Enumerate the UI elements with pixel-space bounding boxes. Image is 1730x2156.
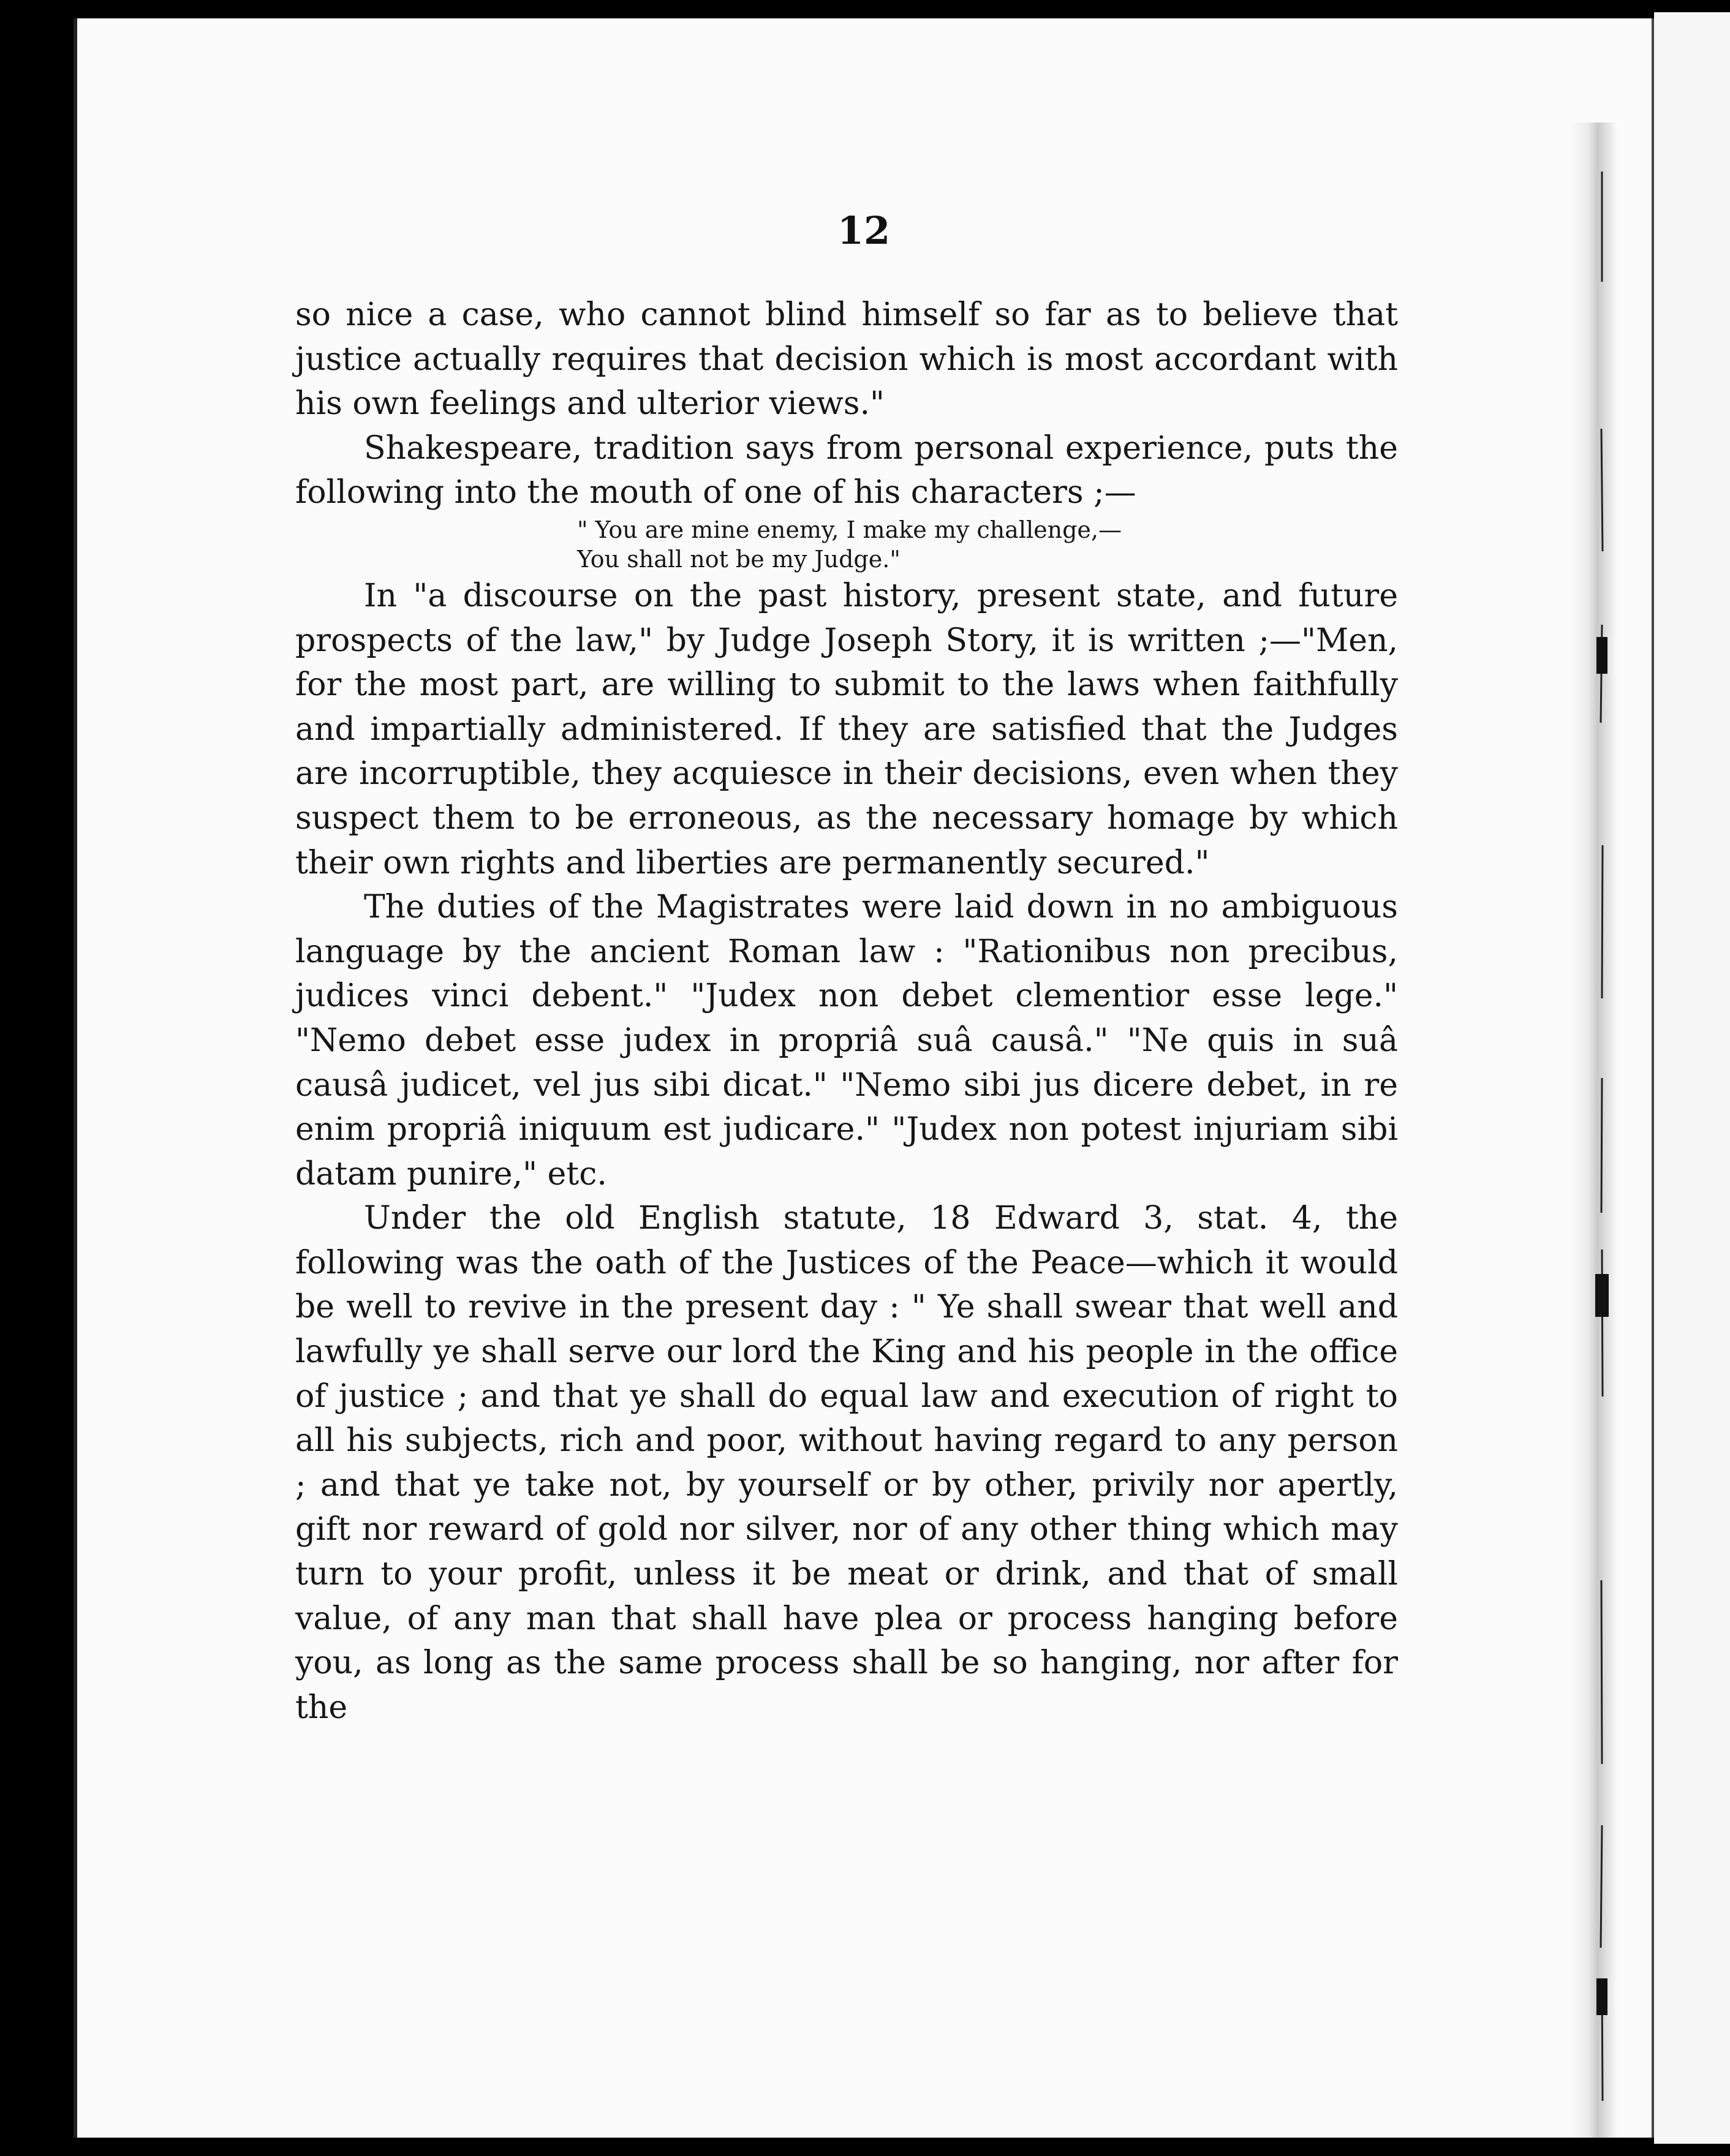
quote-line: " You are mine enemy, I make my challenge,— — [577, 516, 1122, 543]
paragraph-story: In "a discourse on the past history, present state, and future prospects of the law," by Judge Joseph Story, it is written ;—"Men, for the most part, are willing to submit to the laws when faithfully and impartially administered. If they are satisfied that the Judges are incorruptible, they acquiesce in their decisions, even when they suspect them to be erroneous, as the necessary homage by which their own rights and liberties are permanently secured." — [295, 577, 1398, 881]
block-quote — [295, 515, 1398, 574]
paragraph-shakespeare: Shakespeare, tradition says from personal experience, puts the following into the mouth of one of his characters ;— — [295, 429, 1398, 511]
body-text — [295, 293, 1398, 1730]
paragraph-continuation: so nice a case, who cannot blind himself so far as to believe that justice actually requires that decision which is most accordant with his own feelings and ulterior views." — [295, 296, 1398, 423]
page-number: 12 — [837, 208, 891, 253]
paragraph-oath: Under the old English statute, 18 Edward 3, stat. 4, the following was the oath of the Justices of the Peace—which it would be well to revive in the present day : " Ye shall swear that well and lawfully ye shall serve our lord the King and his people in the office of justice ; and that ye shall do equal law and execution of right to all his subjects, rich and poor, without having regard to any person ; and that ye take not, by yourself or by other, privily nor apertly, gift nor reward of gold nor silver, nor of any other thing which may turn to your profit, unless it be meat or drink, and that of small value, of any man that shall have plea or process hanging before you, as long as the same process shall be so hanging, nor after for the — [295, 1200, 1398, 1726]
quote-line: You shall not be my Judge." — [577, 545, 901, 573]
adjacent-page-edge — [1654, 12, 1730, 2144]
paragraph-roman-law: The duties of the Magistrates were laid down in no ambiguous language by the ancient Roman law : "Rationibus non precibus, judices vinci debent." "Judex non debet clementior esse lege." "Nemo debet esse judex in propriâ suâ causâ." "Ne quis in suâ causâ judicet, vel jus sibi dicat." "Nemo sibi jus dicere debet, in re enim propriâ iniquum est judicare." "Judex non potest injuriam sibi datam punire," etc. — [295, 889, 1398, 1193]
binding-marks — [1593, 172, 1611, 2132]
